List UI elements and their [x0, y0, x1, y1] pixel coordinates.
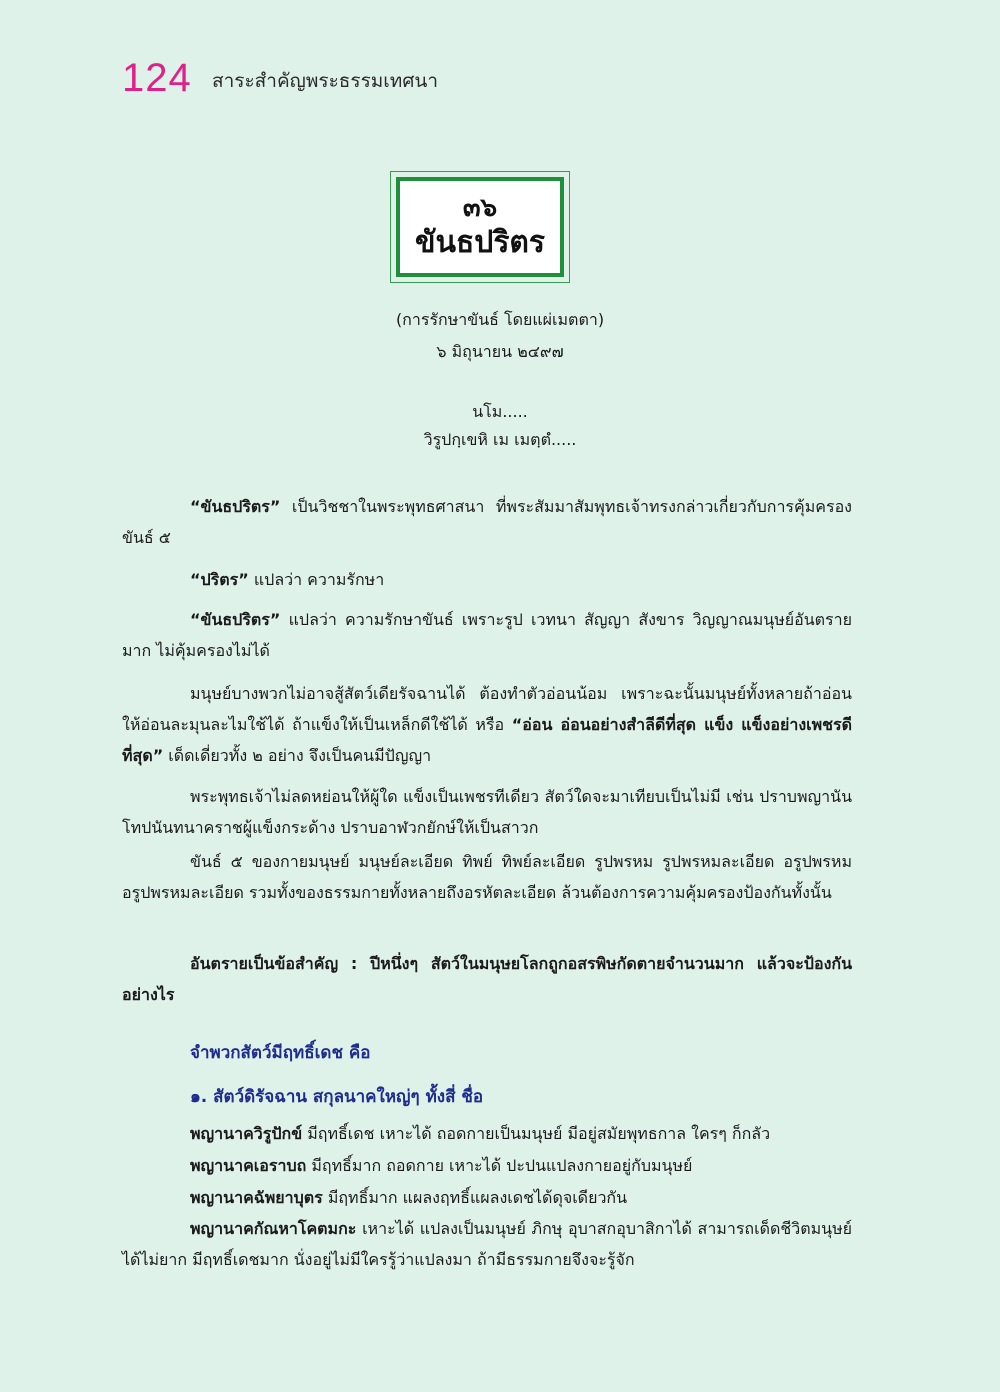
naga-description: มีฤทธิ์เดช เหาะได้ ถอดกายเป็นมนุษย์ มีอยู่สมัยพุทธกาล ใครๆ ก็กลัว	[302, 1124, 771, 1143]
book-title: สาระสำคัญพระธรรมเทศนา	[212, 70, 439, 92]
paragraph-khandha-parit-meaning	[122, 604, 852, 666]
paragraph-parit-meaning	[122, 564, 852, 595]
section-heading: จำพวกสัตว์มีฤทธิ์เดช คือ	[190, 1043, 371, 1063]
section-subheading: ๑. สัตว์ดิรัจฉาน สกุลนาคใหญ่ๆ ทั้งสี่ ชื่อ	[190, 1087, 484, 1107]
chapter-subtitle: (การรักษาขันธ์ โดยแผ่เมตตา)	[395, 310, 605, 329]
paragraph-text: เด็ดเดี่ยวทั้ง ๒ อย่าง จึงเป็นคนมีปัญญา	[163, 746, 432, 765]
naga-item	[122, 1150, 852, 1181]
term-bold: “ขันธปริตร”	[190, 497, 281, 516]
paragraph-danger	[122, 948, 852, 1010]
naga-item	[122, 1118, 852, 1149]
invocation-line-1: นโม.....	[472, 402, 528, 421]
naga-name: พญานาคฉัพยาบุตร	[190, 1188, 323, 1207]
naga-name: พญานาคเอราบถ	[190, 1156, 307, 1175]
quote-bold: “อ่อน อ่อนอย่างสำลีดีที่สุด แข็ง แข็งอย่างเพชรดีที่สุด”	[122, 715, 852, 765]
paragraph-bold: อันตรายเป็นข้อสำคัญ : ปีหนึ่งๆ สัตว์ในมนุษยโลกถูกอสรพิษกัดตายจำนวนมาก แล้วจะป้องกันอย่างไร	[122, 954, 852, 1004]
naga-name: พญานาควิรูปักข์	[190, 1124, 303, 1143]
paragraph-text: เป็นวิชชาในพระพุทธศาสนา ที่พระสัมมาสัมพุทธเจ้าทรงกล่าวเกี่ยวกับการคุ้มครองขันธ์ ๕	[122, 497, 852, 547]
naga-description: มีฤทธิ์มาก แผลงฤทธิ์แผลงเดชได้ดุจเดียวกัน	[322, 1188, 628, 1207]
term-bold: “ปริตร”	[190, 570, 249, 589]
naga-description: มีฤทธิ์มาก ถอดกาย เหาะได้ ปะปนแปลงกายอยู่กับมนุษย์	[306, 1156, 693, 1175]
naga-item	[122, 1182, 852, 1213]
paragraph-text: มนุษย์บางพวกไม่อาจสู้สัตว์เดียรัจฉานได้ ต้องทำตัวอ่อนน้อม เพราะฉะนั้นมนุษย์ทั้งหลายถ้าอ่อนให้อ่อนละมุนละไมใช้ได้ ถ้าแข็งให้เป็นเหล็กดีใช้ได้ หรือ	[122, 684, 852, 734]
paragraph-text: แปลว่า ความรักษาขันธ์ เพราะรูป เวทนา สัญญา สังขาร วิญญาณมนุษย์อันตรายมาก ไม่คุ้มครองไม่ได้	[122, 610, 852, 660]
naga-name: พญานาคกัณหาโคตมกะ	[190, 1219, 357, 1238]
paragraph-definition	[122, 491, 852, 553]
paragraph-text: แปลว่า ความรักษา	[248, 570, 385, 589]
invocation-line-2: วิรูปกฺเขหิ เม เมตฺตํ.....	[423, 430, 577, 449]
chapter-number: ๓๖	[462, 193, 498, 223]
paragraph-khandha-five: ขันธ์ ๕ ของกายมนุษย์ มนุษย์ละเอียด ทิพย์ ทิพย์ละเอียด รูปพรหม รูปพรหมละเอียด อรูปพรหม อรูปพรหมละเอียด รวมทั้งของธรรมกายทั้งหลายถึงอรหัตละเอียด ล้วนต้องการความคุ้มครองป้องกันทั้งนั้น	[122, 852, 852, 902]
paragraph-soft-hard	[122, 678, 852, 771]
chapter-title: ขันธปริตร	[414, 225, 546, 260]
term-bold: “ขันธปริตร”	[190, 610, 281, 629]
naga-item	[122, 1213, 852, 1275]
chapter-title-box	[390, 171, 570, 283]
naga-description: เหาะได้ แปลงเป็นมนุษย์ ภิกษุ อุบาสกอุบาสิกาได้ สามารถเด็ดชีวิตมนุษย์ได้ไม่ยาก มีฤทธิ์เดชมาก นั่งอยู่ไม่มีใครรู้ว่าแปลงมา ถ้ามีธรรมกายจึงจะรู้จัก	[122, 1219, 852, 1269]
paragraph-buddha: พระพุทธเจ้าไม่ลดหย่อนให้ผู้ใด แข็งเป็นเพชรทีเดียว สัตว์ใดจะมาเทียบเป็นไม่มี เช่น ปราบพญานันโทปนันทนาคราชผู้แข็งกระด้าง ปราบอาฬวกยักษ์ให้เป็นสาวก	[122, 787, 852, 837]
page-number: 124	[122, 56, 192, 100]
chapter-title-inner	[396, 177, 564, 277]
sermon-date: ๖ มิถุนายน ๒๔๙๗	[436, 342, 564, 361]
